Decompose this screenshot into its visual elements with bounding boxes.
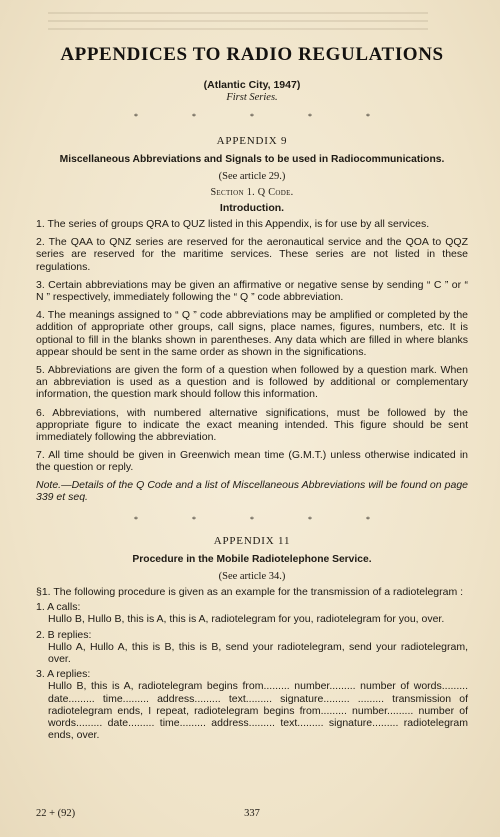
introduction-heading: Introduction. xyxy=(219,202,285,214)
paragraph-2: 2. The QAA to QNZ series are reserved for the aeronautical service and the QOA to QQZ series are reserved for the maritime services. These series are not listed in these regulations. xyxy=(36,236,468,273)
page-number: 337 xyxy=(244,808,260,819)
page-title: APPENDICES TO RADIO REGULATIONS xyxy=(60,44,444,65)
paragraph-5: 5. Abbreviations are given the form of a question when followed by a question mark. When an abbreviation is used as a question and is followed by additional or complementary information, the question mark should follow this information. xyxy=(36,364,468,401)
printer-signature-mark: 22 + (92) xyxy=(36,808,76,819)
section-divider-stars: * * * * * xyxy=(134,112,396,121)
appendix-9-title: Miscellaneous Abbreviations and Signals to be used in Radiocommunications. xyxy=(59,154,445,165)
step-label: 1. A calls: xyxy=(36,601,81,614)
step-label: 2. B replies: xyxy=(36,628,92,641)
section-divider-stars-2: * * * * * xyxy=(134,515,396,525)
appendix-9-reference: (See article 29.) xyxy=(218,171,286,182)
bleed-through-shadow xyxy=(48,6,428,36)
paragraph-1: 1. The series of groups QRA to QUZ listed in this Appendix, is for use by all services. xyxy=(36,218,430,230)
paragraph-4: 4. The meanings assigned to “ Q ” code abbreviations may be amplified or completed by the addition of appropriate other groups, call signs, place names, figures, numbers, etc. It is optional to fill in the blanks shown in parentheses. Any data which are filled in where blanks appear should be sent in the same order as shown in the significations. xyxy=(36,309,468,358)
conference-line: (Atlantic City, 1947) xyxy=(203,79,301,91)
series-line: First Series. xyxy=(226,92,278,103)
paragraph-3: 3. Certain abbreviations may be given an affirmative or negative sense by sending “ C ” or “ N ” respectively, immediately following the “ Q ” code abbreviation. xyxy=(36,278,468,304)
note-paragraph: Note.—Details of the Q Code and a list of Miscellaneous Abbreviations will be found on page 339 et seq. xyxy=(36,478,468,503)
step-text: Hullo A, Hullo A, this is B, this is B, send your radiotelegram, send your radiotelegram, over. xyxy=(48,640,468,666)
procedure-step-2 xyxy=(36,629,468,666)
procedure-intro: §1. The following procedure is given as an example for the transmission of a radiotelegram : xyxy=(36,586,464,599)
paragraph-6: 6. Abbreviations, with numbered alternative significations, must be followed by the appropriate figure to indicate the exact meaning intended. This figure should be sent immediately following the abbreviation. xyxy=(36,406,468,444)
step-text: Hullo B, this is A, radiotelegram begins from......... number......... number of words......... date......... time......... address......... text......... signature......... ......... transmission of radiotelegram ends, I repeat, radiotelegram begins from......... number......... number of words......... date......... time......... address......... text......... signature......... radiotelegram ends, over. xyxy=(48,680,468,742)
appendix-11-title: Procedure in the Mobile Radiotelephone Service. xyxy=(132,554,372,566)
appendix-11-heading: APPENDIX 11 xyxy=(213,535,291,548)
appendix-11-reference: (See article 34.) xyxy=(218,571,286,583)
step-label: 3. A replies: xyxy=(36,668,91,681)
section-heading: Section 1. Q Code. xyxy=(210,187,294,198)
appendix-9-heading: APPENDIX 9 xyxy=(216,135,288,147)
procedure-step-3 xyxy=(36,668,468,741)
procedure-step-1 xyxy=(36,601,468,625)
page-footer xyxy=(36,808,468,822)
paragraph-7: 7. All time should be given in Greenwich mean time (G.M.T.) unless otherwise indicated in the question or reply. xyxy=(36,449,468,474)
step-text: Hullo B, Hullo B, this is A, this is A, radiotelegram for you, radiotelegram for you, over. xyxy=(48,613,445,626)
